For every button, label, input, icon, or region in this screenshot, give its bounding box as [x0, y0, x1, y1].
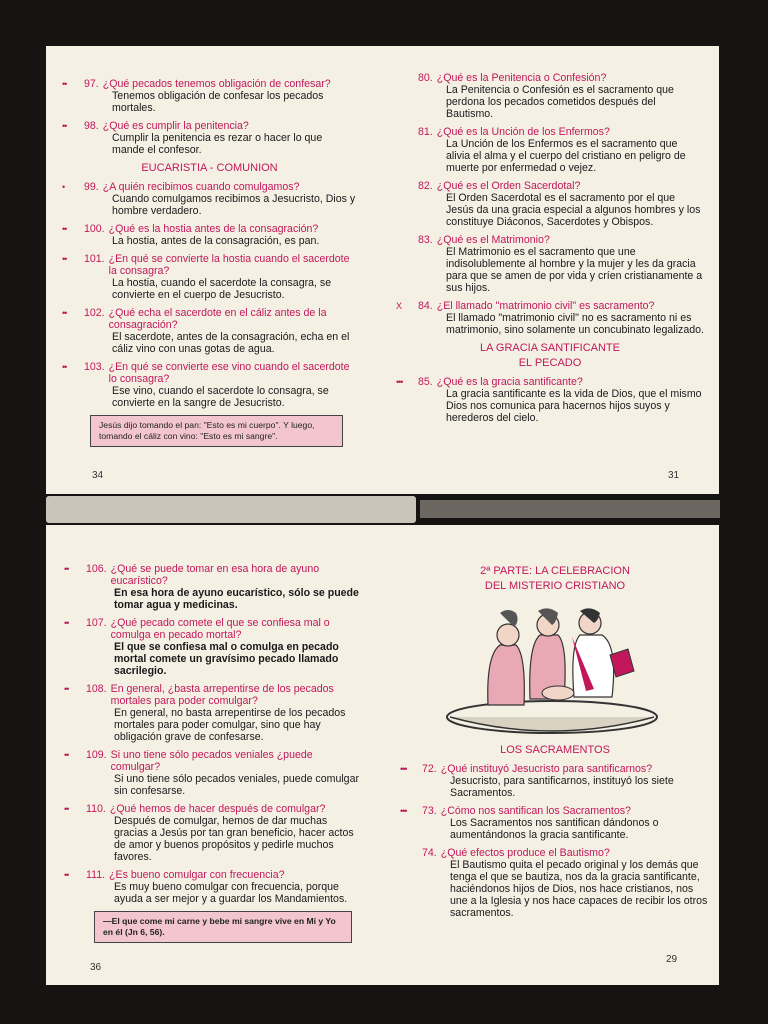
question	[62, 181, 357, 193]
question-number: 81.	[418, 126, 433, 138]
question-number: 82.	[418, 180, 433, 192]
answer-text: Si uno tiene sólo pecados veniales, puede comulgar sin confesarse.	[114, 773, 359, 797]
column-top-left	[62, 78, 357, 447]
question-number: 100.	[84, 223, 105, 235]
question-item	[62, 307, 357, 355]
baptism-illustration	[440, 605, 665, 735]
difficulty-marker: ••	[62, 224, 67, 234]
question-number: 111.	[86, 869, 106, 881]
answer-text: El Bautismo quita el pecado original y los demás que tenga el que se bautiza, nos da la gracia santificante, haciéndonos hijos de Dios, nos hace cristianos, nos une a la Iglesia y nos hace capaces de recibir los otros sacramentos.	[450, 859, 708, 919]
question	[64, 617, 364, 641]
question-text: ¿Qué es cumplir la penitencia?	[102, 120, 249, 132]
question-text: Si uno tiene sólo pecados veniales ¿puede comulgar?	[110, 749, 313, 773]
question	[400, 805, 710, 817]
question-item	[64, 563, 364, 611]
question-text: ¿Qué hemos de hacer después de comulgar?	[109, 803, 326, 815]
section-subheading: EL PECADO	[518, 357, 582, 369]
question-number: 98.	[84, 120, 99, 132]
question-item	[396, 300, 704, 336]
section-heading: EUCARISTIA - COMUNION	[141, 162, 278, 174]
answer-text: La gracia santificante es la vida de Dios, que el mismo Dios nos comunica para hacernos hijos suyos y herederos del cielo.	[446, 388, 702, 424]
question	[64, 749, 364, 773]
question-text: ¿Qué pecados tenemos obligación de confesar?	[102, 78, 331, 90]
question-number: 109.	[86, 749, 107, 761]
answer-text: En general, no basta arrepentirse de los pecados mortales para poder comulgar, sino que hay obligación grave de confesarse.	[114, 707, 346, 743]
paper-strip	[46, 496, 416, 523]
quote-box: Jesús dijo tomando el pan: "Esto es mi cuerpo". Y luego, tomando el cáliz con vino: "Esto es mi sangre".	[90, 415, 343, 447]
question-item	[62, 361, 357, 409]
question-item	[64, 617, 364, 677]
question	[64, 563, 364, 587]
difficulty-marker: •••	[400, 764, 407, 774]
question-text: En general, ¿basta arrepentirse de los pecados mortales para poder comulgar?	[110, 683, 334, 707]
question	[62, 78, 357, 90]
question	[62, 361, 357, 385]
answer-text: Es muy bueno comulgar con frecuencia, porque ayuda a ser mejor y a guardar los Mandamientos.	[114, 881, 348, 905]
question-item	[64, 869, 364, 905]
question-text: ¿Qué es el Orden Sacerdotal?	[436, 180, 581, 192]
question-number: 72.	[422, 763, 437, 775]
answer-text: La hostia, cuando el sacerdote la consagra, se convierte en el cuerpo de Jesucristo.	[112, 277, 332, 301]
answer-text: Los Sacramentos nos santifican dándonos o aumentándonos la gracia santificante.	[450, 817, 659, 841]
question-text: ¿A quién recibimos cuando comulgamos?	[102, 181, 300, 193]
question-text: ¿Cómo nos santifican los Sacramentos?	[440, 805, 631, 817]
difficulty-marker: ••	[62, 308, 67, 318]
question	[396, 376, 704, 388]
difficulty-marker: ••	[62, 79, 67, 89]
question	[400, 847, 710, 859]
question-number: 84.	[418, 300, 433, 312]
question-number: 83.	[418, 234, 433, 246]
page-number: 34	[92, 470, 104, 481]
answer-text: El sacerdote, antes de la consagración, echa en el cáliz vino con unas gotas de agua.	[112, 331, 350, 355]
answer-text: Cumplir la penitencia es rezar o hacer lo que mande el confesor.	[112, 132, 323, 156]
page-number: 29	[666, 954, 678, 965]
difficulty-marker: ••	[64, 684, 69, 694]
question-number: 80.	[418, 72, 433, 84]
question-item	[396, 234, 704, 294]
difficulty-marker: •••	[400, 806, 407, 816]
question	[62, 223, 357, 235]
question-item	[400, 763, 710, 799]
dark-strip	[420, 500, 720, 518]
question-text: ¿Qué es el Matrimonio?	[436, 234, 550, 246]
question-item	[62, 253, 357, 301]
question-number: 108.	[86, 683, 107, 695]
question-number: 107.	[86, 617, 107, 629]
difficulty-marker: X	[396, 301, 402, 311]
question-text: ¿En qué se convierte la hostia cuando el sacerdote la consagra?	[108, 253, 350, 277]
difficulty-marker: •	[62, 182, 65, 192]
question-text: ¿Qué es la Penitencia o Confesión?	[436, 72, 607, 84]
question-number: 106.	[86, 563, 107, 575]
column-top-right	[396, 72, 704, 430]
question-item	[396, 126, 704, 174]
question-number: 73.	[422, 805, 437, 817]
question	[64, 869, 364, 881]
answer-text: Cuando comulgamos recibimos a Jesucristo, Dios y hombre verdadero.	[112, 193, 356, 217]
answer-text: Después de comulgar, hemos de dar muchas gracias a Jesús por tan gran beneficio, hacer actos de amor y buenos propósitos y pedirle muchos favores.	[114, 815, 354, 863]
answer-text: La Unción de los Enfermos es el sacramento que alivia el alma y el cuerpo del cristiano en peligro de muerte por enfermedad o vejez.	[446, 138, 686, 174]
question-text: ¿En qué se convierte ese vino cuando el sacerdote lo consagra?	[108, 361, 350, 385]
question-item	[64, 749, 364, 797]
answer-text: Jesucristo, para santificarnos, instituyó los siete Sacramentos.	[450, 775, 674, 799]
difficulty-marker: ••	[62, 121, 67, 131]
answer-text: La hostia, antes de la consagración, es pan.	[112, 235, 320, 247]
question	[62, 307, 357, 331]
question-text: ¿Es bueno comulgar con frecuencia?	[109, 869, 285, 881]
question-item	[400, 847, 710, 919]
question	[64, 683, 364, 707]
difficulty-marker: ••	[64, 870, 69, 880]
question	[62, 253, 357, 277]
column-bottom-left	[64, 563, 364, 943]
answer-text: En esa hora de ayuno eucarístico, sólo se puede tomar agua y medicinas.	[114, 587, 359, 611]
question-number: 74.	[422, 847, 437, 859]
question-item	[396, 72, 704, 120]
question-item	[62, 181, 357, 217]
question-text: ¿Qué es la gracia santificante?	[436, 376, 583, 388]
question-item	[62, 78, 357, 114]
question-item	[400, 805, 710, 841]
difficulty-marker: ••	[64, 804, 69, 814]
part-heading: 2ª PARTE: LA CELEBRACION	[480, 565, 630, 577]
question-item	[62, 223, 357, 247]
question	[396, 126, 704, 138]
question	[64, 803, 364, 815]
answer-text: Ese vino, cuando el sacerdote lo consagra, se convierte en la sangre de Jesucristo.	[112, 385, 329, 409]
question-item	[62, 120, 357, 156]
question-number: 97.	[84, 78, 99, 90]
question-text: ¿Qué pecado comete el que se confiesa mal o comulga en pecado mortal?	[110, 617, 330, 641]
difficulty-marker: ••	[62, 254, 67, 264]
difficulty-marker: ••	[64, 750, 69, 760]
quote-box: —El que come mi carne y bebe mi sangre vive en Mí y Yo en él (Jn 6, 56).	[94, 911, 352, 943]
part-subheading: DEL MISTERIO CRISTIANO	[484, 580, 626, 592]
question-number: 110.	[86, 803, 106, 815]
question	[396, 72, 704, 84]
question-text: ¿Qué es la Unción de los Enfermos?	[436, 126, 610, 138]
question	[400, 763, 710, 775]
difficulty-marker: •••	[396, 377, 403, 387]
answer-text: El llamado "matrimonio civil" no es sacramento ni es matrimonio, sino solamente un concubinato legalizado.	[446, 312, 704, 336]
difficulty-marker: ••	[64, 618, 69, 628]
question-item	[396, 180, 704, 228]
question-item	[396, 376, 704, 424]
question-text: ¿El llamado "matrimonio civil" es sacramento?	[436, 300, 655, 312]
question-text: ¿Qué efectos produce el Bautismo?	[440, 847, 610, 859]
question	[396, 180, 704, 192]
question-number: 101.	[84, 253, 105, 265]
answer-text: Tenemos obligación de confesar los pecados mortales.	[112, 90, 324, 114]
section-heading: LOS SACRAMENTOS	[500, 744, 610, 756]
column-bottom-right	[400, 565, 710, 599]
question	[396, 300, 704, 312]
column-bottom-right-text	[400, 742, 710, 925]
question	[396, 234, 704, 246]
question	[62, 120, 357, 132]
question-number: 103.	[84, 361, 105, 373]
difficulty-marker: ••	[64, 564, 69, 574]
question-number: 85.	[418, 376, 433, 388]
question-item	[64, 803, 364, 863]
question-text: ¿Qué es la hostia antes de la consagración?	[108, 223, 319, 235]
question-text: ¿Qué se puede tomar en esa hora de ayuno eucarístico?	[110, 563, 320, 587]
question-number: 99.	[84, 181, 99, 193]
difficulty-marker: ••	[62, 362, 67, 372]
question-item	[64, 683, 364, 743]
answer-text: El Matrimonio es el sacramento que une indisolublemente al hombre y la mujer y les da gracia para que se amen de por vida y críen cristianamente a sus hijos.	[446, 246, 703, 294]
page-number: 36	[90, 962, 102, 973]
question-text: ¿Qué instituyó Jesucristo para santificarnos?	[440, 763, 653, 775]
answer-text: La Penitencia o Confesión es el sacramento que perdona los pecados cometidos después del Bautismo.	[446, 84, 674, 120]
answer-text: El Orden Sacerdotal es el sacramento por el que Jesús da una gracia especial a algunos hombres y los constituye Diáconos, Sacerdotes y Obispos.	[446, 192, 701, 228]
answer-text: El que se confiesa mal o comulga en pecado mortal comete un gravísimo pecado llamado sacrilegio.	[114, 641, 339, 677]
question-text: ¿Qué echa el sacerdote en el cáliz antes de la consagración?	[108, 307, 327, 331]
question-number: 102.	[84, 307, 105, 319]
page-number: 31	[668, 470, 680, 481]
section-heading: LA GRACIA SANTIFICANTE	[480, 342, 620, 354]
